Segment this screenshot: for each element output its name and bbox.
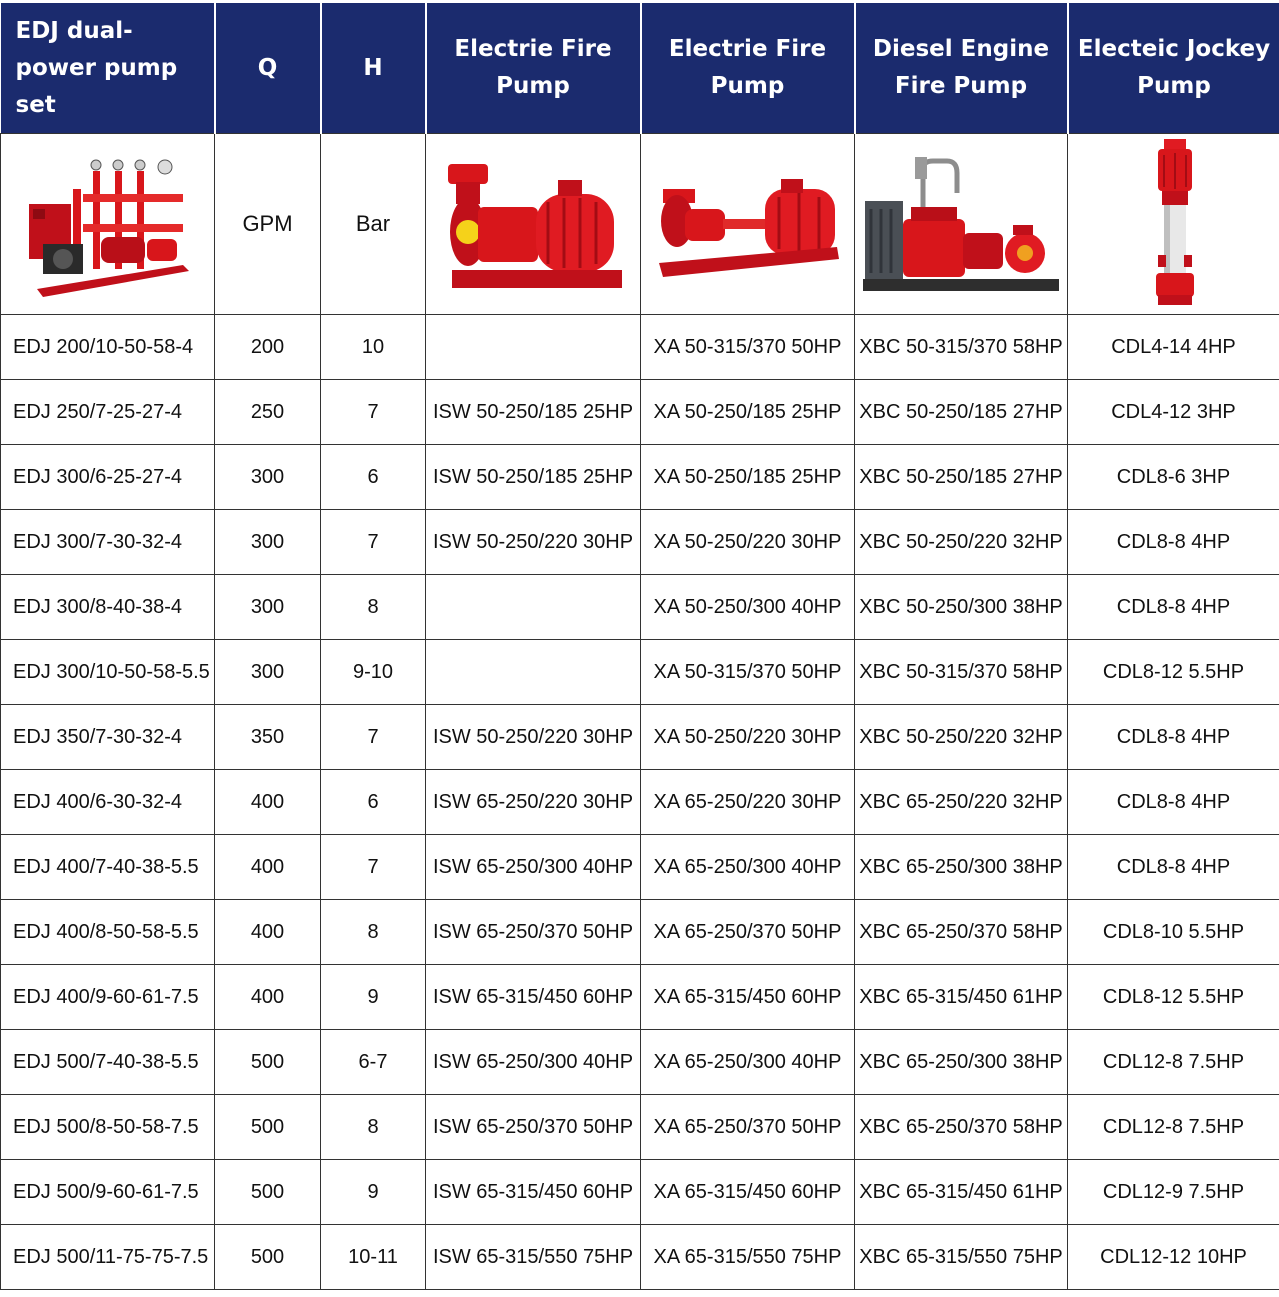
electric-pump-cell: ISW 50-250/220 30HP (426, 510, 641, 575)
table-row (1, 1160, 1279, 1225)
model-cell: EDJ 300/7-30-32-4 (1, 510, 215, 575)
table-row (1, 1095, 1279, 1160)
diesel-pump-cell: XBC 65-250/370 58HP (855, 1095, 1068, 1160)
q-cell: 300 (215, 510, 321, 575)
diesel-pump-cell: XBC 50-250/220 32HP (855, 510, 1068, 575)
jockey-pump-cell: CDL4-14 4HP (1068, 315, 1279, 380)
q-cell: 400 (215, 835, 321, 900)
electric-pump-2-cell: XA 50-250/220 30HP (641, 705, 855, 770)
electric-pump-cell: ISW 65-250/300 40HP (426, 1030, 641, 1095)
table-row (1, 965, 1279, 1030)
diesel-pump-cell: XBC 50-250/300 38HP (855, 575, 1068, 640)
electric-pump-cell: ISW 65-250/370 50HP (426, 1095, 641, 1160)
diesel-pump-cell: XBC 50-250/185 27HP (855, 445, 1068, 510)
end-suction-fire-pump-photo (653, 159, 843, 289)
h-cell: 6 (321, 445, 426, 510)
q-unit: GPM (215, 134, 321, 315)
q-cell: 300 (215, 640, 321, 705)
h-cell: 10 (321, 315, 426, 380)
h-cell: 7 (321, 510, 426, 575)
model-cell: EDJ 400/8-50-58-5.5 (1, 900, 215, 965)
header-row (1, 3, 1279, 134)
jockey-pump-cell: CDL8-8 4HP (1068, 705, 1279, 770)
diesel-pump-cell: XBC 65-250/300 38HP (855, 835, 1068, 900)
q-cell: 400 (215, 770, 321, 835)
q-cell: 300 (215, 445, 321, 510)
electric-pump-cell: ISW 50-250/185 25HP (426, 445, 641, 510)
model-cell: EDJ 500/7-40-38-5.5 (1, 1030, 215, 1095)
h-unit: Bar (321, 134, 426, 315)
h-cell: 9 (321, 965, 426, 1030)
table-row (1, 835, 1279, 900)
electric-pump-cell (426, 315, 641, 380)
horizontal-fire-pump-photo (438, 152, 628, 297)
model-cell: EDJ 400/9-60-61-7.5 (1, 965, 215, 1030)
electric-pump-2-cell: XA 65-315/550 75HP (641, 1225, 855, 1290)
jockey-pump-cell: CDL8-8 4HP (1068, 770, 1279, 835)
h-cell: 9 (321, 1160, 426, 1225)
model-cell: EDJ 500/11-75-75-7.5 (1, 1225, 215, 1290)
jockey-pump-cell: CDL8-10 5.5HP (1068, 900, 1279, 965)
q-cell: 500 (215, 1225, 321, 1290)
electric-pump-2-cell: XA 65-250/220 30HP (641, 770, 855, 835)
electric-pump-2-cell: XA 65-250/370 50HP (641, 1095, 855, 1160)
h-cell: 6-7 (321, 1030, 426, 1095)
electric-pump-2-cell: XA 65-250/370 50HP (641, 900, 855, 965)
q-cell: 500 (215, 1160, 321, 1225)
model-cell: EDJ 300/8-40-38-4 (1, 575, 215, 640)
image-row (1, 134, 1279, 315)
model-cell: EDJ 500/8-50-58-7.5 (1, 1095, 215, 1160)
jockey-pump-cell: CDL8-8 4HP (1068, 575, 1279, 640)
diesel-pump-cell: XBC 50-315/370 58HP (855, 640, 1068, 705)
h-cell: 10-11 (321, 1225, 426, 1290)
diesel-pump-cell: XBC 65-250/220 32HP (855, 770, 1068, 835)
jockey-pump-cell: CDL8-8 4HP (1068, 510, 1279, 575)
h-cell: 6 (321, 770, 426, 835)
q-cell: 400 (215, 965, 321, 1030)
q-cell: 500 (215, 1095, 321, 1160)
diesel-engine-pump-photo (863, 149, 1059, 299)
model-cell: EDJ 400/7-40-38-5.5 (1, 835, 215, 900)
diesel-pump-cell: XBC 50-250/185 27HP (855, 380, 1068, 445)
jockey-pump-cell: CDL4-12 3HP (1068, 380, 1279, 445)
h-cell: 8 (321, 900, 426, 965)
h-cell: 7 (321, 835, 426, 900)
electric-pump-2-cell: XA 50-250/185 25HP (641, 445, 855, 510)
diesel-pump-cell: XBC 65-250/370 58HP (855, 900, 1068, 965)
electric-pump-2-cell: XA 65-315/450 60HP (641, 1160, 855, 1225)
pump-set-photo-cell (1, 134, 215, 315)
electric-pump-cell (426, 575, 641, 640)
diesel-pump-cell: XBC 50-315/370 58HP (855, 315, 1068, 380)
electric-pump-2-cell: XA 65-250/300 40HP (641, 1030, 855, 1095)
model-cell: EDJ 250/7-25-27-4 (1, 380, 215, 445)
horizontal-pump-photo-cell (426, 134, 641, 315)
jockey-pump-cell: CDL8-8 4HP (1068, 835, 1279, 900)
jockey-pump-cell: CDL8-6 3HP (1068, 445, 1279, 510)
electric-pump-cell: ISW 65-250/300 40HP (426, 835, 641, 900)
jockey-pump-cell: CDL12-9 7.5HP (1068, 1160, 1279, 1225)
q-cell: 200 (215, 315, 321, 380)
h-cell: 7 (321, 705, 426, 770)
diesel-pump-cell: XBC 65-250/300 38HP (855, 1030, 1068, 1095)
electric-pump-2-cell: XA 50-315/370 50HP (641, 315, 855, 380)
jockey-pump-cell: CDL12-8 7.5HP (1068, 1095, 1279, 1160)
electric-pump-2-cell: XA 50-250/300 40HP (641, 575, 855, 640)
pump-set-photo (23, 149, 193, 299)
electric-pump-cell: ISW 65-315/550 75HP (426, 1225, 641, 1290)
diesel-pump-photo-cell (855, 134, 1068, 315)
electric-pump-2-cell: XA 65-315/450 60HP (641, 965, 855, 1030)
header-diesel-engine-fire-pump: Diesel Engine Fire Pump (855, 3, 1068, 134)
electric-pump-2-cell: XA 50-250/185 25HP (641, 380, 855, 445)
h-cell: 8 (321, 1095, 426, 1160)
table-row (1, 1030, 1279, 1095)
vertical-jockey-pump-photo (1144, 137, 1204, 312)
jockey-pump-cell: CDL8-12 5.5HP (1068, 640, 1279, 705)
electric-pump-cell: ISW 65-250/370 50HP (426, 900, 641, 965)
diesel-pump-cell: XBC 65-315/550 75HP (855, 1225, 1068, 1290)
model-cell: EDJ 300/10-50-58-5.5 (1, 640, 215, 705)
table-row (1, 770, 1279, 835)
h-cell: 9-10 (321, 640, 426, 705)
jockey-pump-photo-cell (1068, 134, 1279, 315)
table-row (1, 510, 1279, 575)
header-pump-set: EDJ dual-power pump set (1, 3, 215, 134)
model-cell: EDJ 200/10-50-58-4 (1, 315, 215, 380)
table-row (1, 575, 1279, 640)
electric-pump-cell: ISW 65-315/450 60HP (426, 965, 641, 1030)
diesel-pump-cell: XBC 65-315/450 61HP (855, 965, 1068, 1030)
diesel-pump-cell: XBC 50-250/220 32HP (855, 705, 1068, 770)
electric-pump-cell: ISW 65-315/450 60HP (426, 1160, 641, 1225)
table-row (1, 315, 1279, 380)
q-cell: 500 (215, 1030, 321, 1095)
q-cell: 300 (215, 575, 321, 640)
h-cell: 7 (321, 380, 426, 445)
header-jockey-pump: Electeic Jockey Pump (1068, 3, 1279, 134)
header-h: H (321, 3, 426, 134)
table-row (1, 1225, 1279, 1290)
header-electric-fire-pump: Electrie Fire Pump (426, 3, 641, 134)
h-cell: 8 (321, 575, 426, 640)
model-cell: EDJ 500/9-60-61-7.5 (1, 1160, 215, 1225)
diesel-pump-cell: XBC 65-315/450 61HP (855, 1160, 1068, 1225)
q-cell: 350 (215, 705, 321, 770)
electric-pump-cell (426, 640, 641, 705)
header-electric-fire-pump-2: Electrie Fire Pump (641, 3, 855, 134)
table-row (1, 900, 1279, 965)
jockey-pump-cell: CDL8-12 5.5HP (1068, 965, 1279, 1030)
electric-pump-2-cell: XA 65-250/300 40HP (641, 835, 855, 900)
header-q: Q (215, 3, 321, 134)
electric-pump-cell: ISW 50-250/220 30HP (426, 705, 641, 770)
model-cell: EDJ 350/7-30-32-4 (1, 705, 215, 770)
electric-pump-cell: ISW 65-250/220 30HP (426, 770, 641, 835)
model-cell: EDJ 300/6-25-27-4 (1, 445, 215, 510)
electric-pump-cell: ISW 50-250/185 25HP (426, 380, 641, 445)
electric-pump-2-cell: XA 50-315/370 50HP (641, 640, 855, 705)
q-cell: 400 (215, 900, 321, 965)
q-cell: 250 (215, 380, 321, 445)
table-row (1, 445, 1279, 510)
end-suction-pump-photo-cell (641, 134, 855, 315)
pump-spec-sheet (0, 3, 1279, 1290)
table-row (1, 380, 1279, 445)
jockey-pump-cell: CDL12-12 10HP (1068, 1225, 1279, 1290)
pump-spec-table (0, 3, 1279, 1290)
table-row (1, 640, 1279, 705)
jockey-pump-cell: CDL12-8 7.5HP (1068, 1030, 1279, 1095)
model-cell: EDJ 400/6-30-32-4 (1, 770, 215, 835)
electric-pump-2-cell: XA 50-250/220 30HP (641, 510, 855, 575)
table-row (1, 705, 1279, 770)
